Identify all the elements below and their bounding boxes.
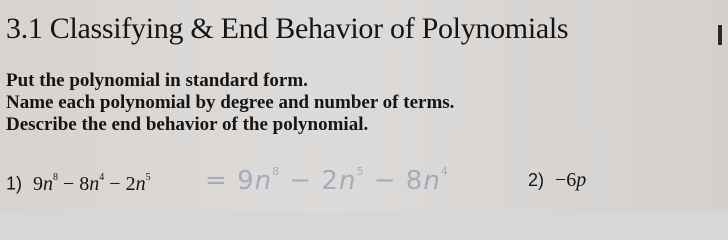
math-term: $2n^5$ <box>321 165 365 196</box>
math-term: $9n^8$ <box>237 165 281 196</box>
math-operator: = <box>205 165 238 196</box>
problem-1-number: 1) <box>6 173 23 194</box>
math-term: $8n^4$ <box>79 172 105 195</box>
math-variable: p <box>576 169 587 191</box>
worksheet-title: 3.1 Classifying & End Behavior of Polynomials <box>6 12 569 45</box>
instruction-end-behavior: Describe the end behavior of the polynomial. <box>6 114 369 135</box>
instruction-standard-form: Put the polynomial in standard form. <box>6 70 308 91</box>
math-term: $8n^4$ <box>405 165 449 196</box>
problem-1 <box>6 168 151 196</box>
math-operator: − <box>280 165 322 196</box>
instruction-block <box>6 70 454 136</box>
problem-1-expression <box>33 173 151 195</box>
math-operator: − <box>104 172 126 195</box>
problem-1-handwritten-work <box>205 162 449 195</box>
instruction-name-polynomial: Name each polynomial by degree and number of terms. <box>6 92 455 113</box>
math-term: $9n^8$ <box>33 172 59 195</box>
math-term: $2n^5$ <box>125 172 151 195</box>
page-edge-mark <box>718 25 722 45</box>
problem-2 <box>528 168 586 192</box>
math-operator: − <box>364 165 406 196</box>
math-operator: − <box>58 172 80 195</box>
math-coefficient: −6 <box>555 169 577 191</box>
problem-2-number: 2) <box>528 170 545 190</box>
problem-2-expression <box>555 169 586 191</box>
